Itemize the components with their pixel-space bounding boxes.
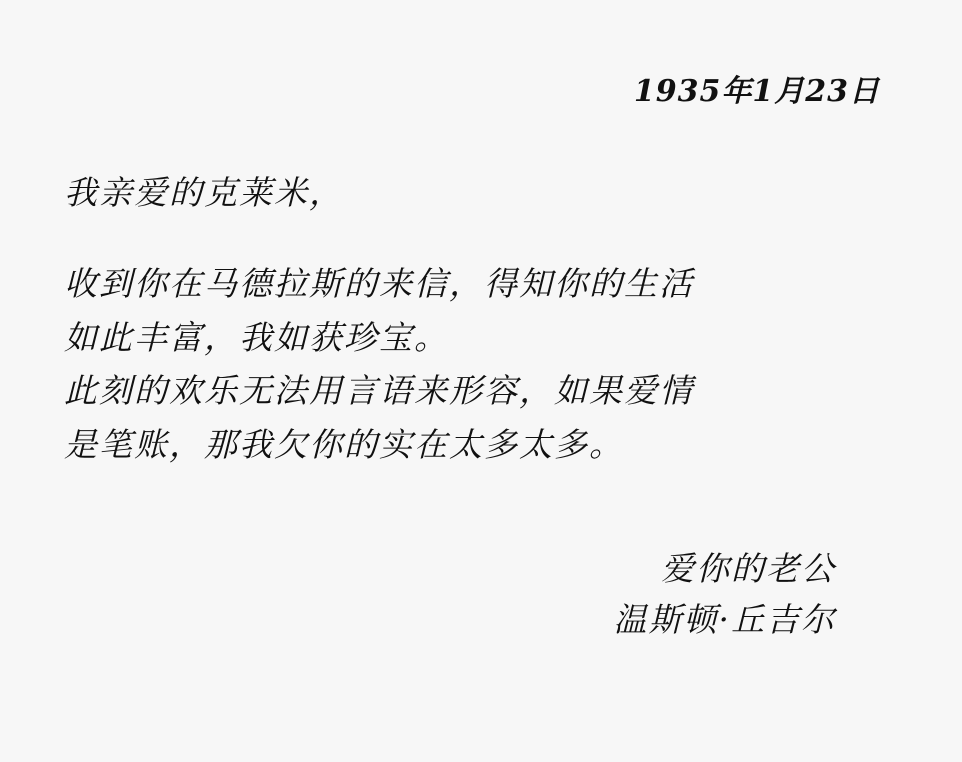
letter-date: 1935年1月23日: [633, 74, 880, 109]
signoff-text: 爱你的老公: [661, 549, 836, 589]
body-line-4: 是笔账，那我欠你的实在太多太多。: [64, 424, 624, 464]
letter-signoff: [60, 543, 902, 645]
letter-salutation: 我亲爱的克莱米，: [64, 173, 344, 212]
body-line-3: 此刻的欢乐无法用言语来形容，如果爱情: [64, 371, 694, 411]
body-line-2: 如此丰富，我如获珍宝。: [64, 317, 449, 357]
body-line-1: 收到你在马德拉斯的来信，得知你的生活: [64, 264, 694, 304]
letter-body: [60, 257, 902, 471]
signature-name: 温斯顿·丘吉尔: [613, 600, 836, 640]
